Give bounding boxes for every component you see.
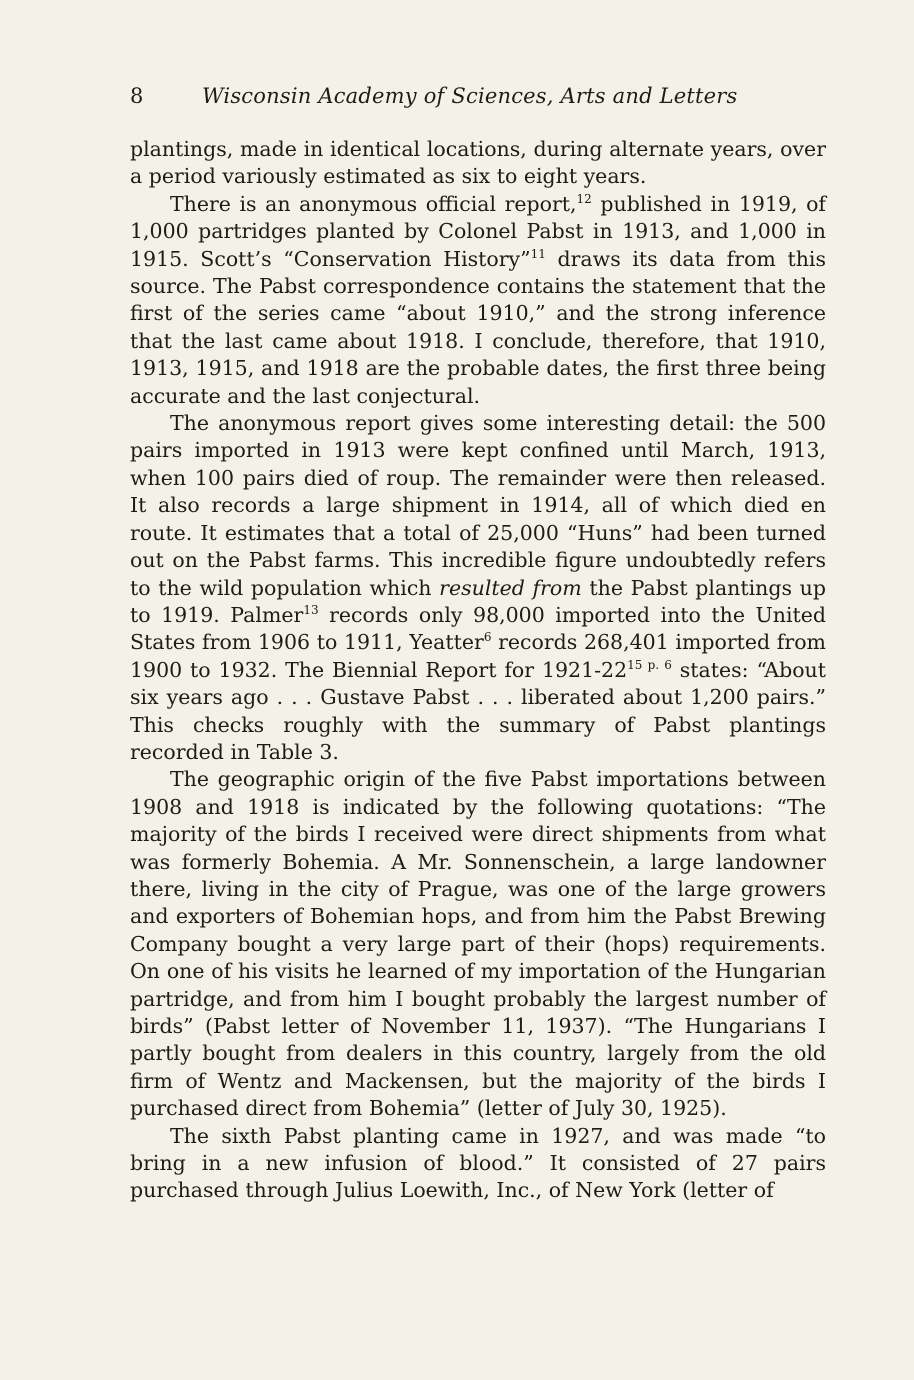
footnote-ref: 13: [303, 602, 319, 617]
paragraph-official-report: There is an anonymous official report,$^{12}$ published in 1919, of 1,000 partridges planted by Colonel Pabst in 1913, and 1,000 in 1915. Scott’s “Conservation History”$^{11}$ draws its data from this source. The Pabst correspondence contains the statement that the first of the series came “about 1910,” and the strong inference that the last came about 1918. I conclude, therefore, that 1910, 1913, 1915, and 1918 are the probable dates, the first three being accurate and the last conjectural.: [130, 191, 826, 408]
emphasis: resulted from: [439, 575, 582, 600]
paragraph-geographic-origin: The geographic origin of the five Pabst importations between 1908 and 1918 is indicated by the following quotations: “The majority of the birds I received were direct shipments from what was formerly Bohemia. A Mr. Sonnenschein, a large landowner there, living in the city of Prague, was one of the large growers and exporters of Bohemian hops, and from him the Pabst Brewing Company bought a very large part of their (hops) requirements. On one of his visits he learned of my importation of the Hungarian partridge, and from him I bought probably the largest number of birds” (Pabst letter of November 11, 1937). “The Hungarians I partly bought from dealers in this country, largely from the old firm of Wentz and Mackensen, but the majority of the birds I purchased direct from Bohemia” (letter of July 30, 1925).: [130, 767, 826, 1121]
paragraph-continuation: plantings, made in identical locations, during alternate years, over a period variously estimated as six to eight years.: [130, 137, 826, 189]
footnote-ref: 15 p. 6: [627, 657, 672, 672]
paragraph-anonymous-report: The anonymous report gives some interesting detail: the 500 pairs imported in 1913 were kept confined until March, 1913, when 100 pairs died of roup. The remainder were then released. It also records a large shipment in 1914, all of which died en route. It estimates that a total of 25,000 “Huns” had been turned out on the Pabst farms. This incredible figure undoubtedly refers to the wild population which resulted from the Pabst plantings up to 1919. Palmer$^{13}$ records only 98,000 imported into the United States from 1906 to 1911, Yeatter$^6$ records 268,401 imported from 1900 to 1932. The Biennial Report for $1921-22^{15 p. 6}$ states: “About six years ago . . . Gustave Pabst . . . liberated about 1,200 pairs.” This checks roughly with the summary of Pabst plantings recorded in Table 3.: [130, 411, 827, 764]
running-title: Wisconsin Academy of Sciences, Arts and Letters: [202, 84, 738, 108]
page-number: 8: [130, 84, 144, 108]
body-text: [130, 136, 826, 1205]
footnote-ref: 12: [576, 191, 592, 206]
running-header: [128, 80, 788, 112]
paragraph-sixth-planting: The sixth Pabst planting came in 1927, and was made “to bring in a new infusion of blood.” It consisted of 27 pairs purchased through Julius Loewith, Inc., of New York (letter of: [130, 1123, 826, 1203]
footnote-ref: 11: [530, 246, 546, 261]
footnote-ref: 6: [483, 630, 492, 645]
